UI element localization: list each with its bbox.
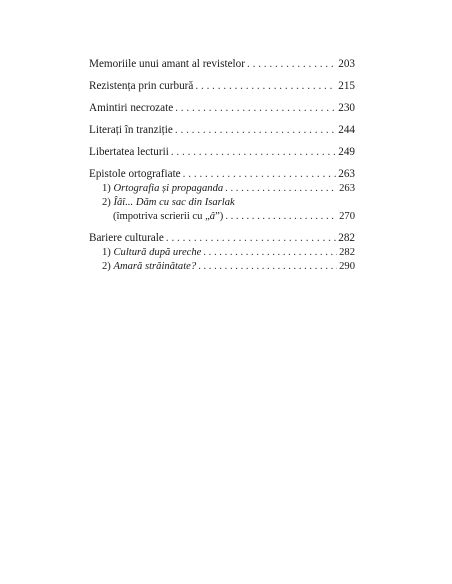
toc-entry-page: 230 xyxy=(338,102,355,114)
dot-leader xyxy=(175,123,336,138)
toc-entry-page: 249 xyxy=(338,146,355,158)
toc-subentry[interactable] xyxy=(89,260,355,274)
toc-subentry-page: 263 xyxy=(339,183,355,194)
table-of-contents xyxy=(89,57,355,274)
toc-entry-title: Bariere culturale xyxy=(89,232,164,244)
toc-entry[interactable] xyxy=(89,101,355,116)
toc-entry-page: 215 xyxy=(338,80,355,92)
toc-entry-title: Literați în tranziție xyxy=(89,124,173,136)
toc-subentry[interactable] xyxy=(89,246,355,260)
toc-entry[interactable] xyxy=(89,123,355,138)
toc-entry[interactable] xyxy=(89,57,355,72)
toc-subentry-title: Amară străinătate? xyxy=(113,261,197,272)
toc-subentry-page: 270 xyxy=(339,211,355,222)
toc-subentry-number: 2) xyxy=(102,261,111,272)
dot-leader xyxy=(203,246,337,260)
toc-subentry-title: Îâî... Dăm cu sac din Isarlak xyxy=(113,197,235,208)
dot-leader xyxy=(247,57,336,72)
toc-entry-title: Libertatea lecturii xyxy=(89,146,169,158)
toc-entry-title: Epistole ortografiate xyxy=(89,168,181,180)
continuation-letter: â xyxy=(209,211,216,222)
toc-entry-title: Amintiri necrozate xyxy=(89,102,174,114)
dot-leader xyxy=(171,145,336,160)
toc-entry-page: 203 xyxy=(338,58,355,70)
toc-entry[interactable] xyxy=(89,231,355,246)
toc-entry-page: 244 xyxy=(338,124,355,136)
dot-leader xyxy=(175,101,336,116)
continuation-suffix: ”) xyxy=(215,211,224,222)
toc-entry-page: 282 xyxy=(338,232,355,244)
dot-leader xyxy=(225,210,337,224)
toc-entry-title: Memoriile unui amant al revistelor xyxy=(89,58,245,70)
dot-leader xyxy=(198,260,337,274)
toc-subentry-continuation-text xyxy=(113,210,223,224)
toc-subentry-number: 2) xyxy=(102,197,111,208)
toc-subentry-number: 1) xyxy=(102,247,111,258)
toc-subentry[interactable] xyxy=(89,196,355,210)
toc-subentry-title: Cultură după ureche xyxy=(113,247,202,258)
toc-subentry-continuation[interactable] xyxy=(89,210,355,224)
toc-subentry[interactable] xyxy=(89,182,355,196)
continuation-prefix: (împotriva scrierii cu „ xyxy=(113,211,210,222)
toc-entry[interactable] xyxy=(89,167,355,182)
toc-subentry-title: Ortografia și propaganda xyxy=(113,183,224,194)
toc-entry-title: Rezistența prin curbură xyxy=(89,80,194,92)
toc-subentry-page: 282 xyxy=(339,247,355,258)
dot-leader xyxy=(166,231,336,246)
toc-subentry-number: 1) xyxy=(102,183,111,194)
toc-entry-page: 263 xyxy=(338,168,355,180)
dot-leader xyxy=(195,79,336,94)
dot-leader xyxy=(225,182,337,196)
toc-entry[interactable] xyxy=(89,145,355,160)
toc-subentry-page: 290 xyxy=(339,261,355,272)
toc-entry[interactable] xyxy=(89,79,355,94)
dot-leader xyxy=(183,167,337,182)
